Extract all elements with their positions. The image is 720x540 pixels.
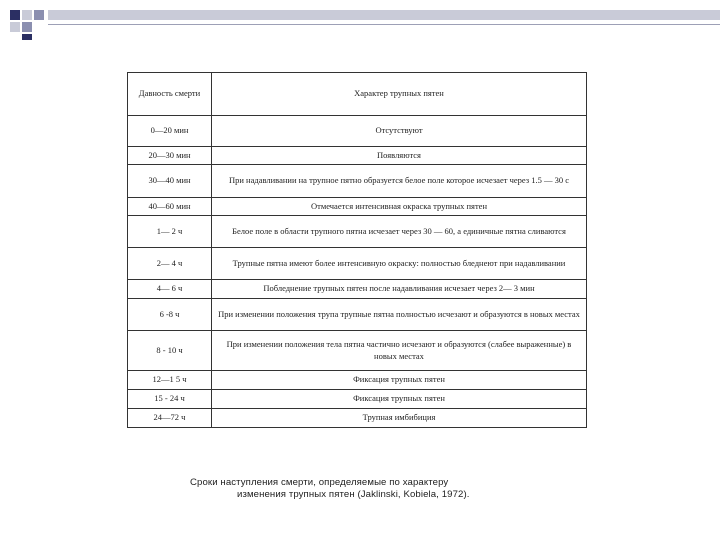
description-cell: При изменении положения тела пятна частично исчезают и образуются (слабее выраженные) в новых местах <box>212 331 587 371</box>
caption-line-2: изменения трупных пятен (Jaklinski, Kobiela, 1972). <box>237 489 470 501</box>
deco-top-line <box>48 24 720 25</box>
postmortem-lividity-table <box>127 72 587 428</box>
slide-decoration <box>0 0 720 40</box>
table-row <box>128 116 587 147</box>
time-cell: 20—30 мин <box>128 147 212 165</box>
time-cell: 6 -8 ч <box>128 299 212 331</box>
deco-square-dark <box>22 34 32 40</box>
header-time-since-death: Давность смерти <box>128 73 212 116</box>
caption-line-1: Сроки наступления смерти, определяемые по характеру <box>190 477 449 488</box>
time-cell: 15 - 24 ч <box>128 390 212 409</box>
time-cell: 24—72 ч <box>128 409 212 428</box>
table-row <box>128 371 587 390</box>
time-cell: 8 - 10 ч <box>128 331 212 371</box>
table-header-row <box>128 73 587 116</box>
deco-square-mid <box>22 22 32 32</box>
description-cell: Отмечается интенсивная окраска трупных пятен <box>212 198 587 216</box>
table-row <box>128 147 587 165</box>
description-cell: Белое поле в области трупного пятна исчезает через 30 — 60, а единичные пятна сливаются <box>212 216 587 248</box>
time-cell: 4— 6 ч <box>128 280 212 299</box>
table-row <box>128 165 587 198</box>
deco-square-mid <box>34 10 44 20</box>
table-row <box>128 216 587 248</box>
description-cell: При изменении положения трупа трупные пятна полностью исчезают и образуются в новых местах <box>212 299 587 331</box>
table-row <box>128 331 587 371</box>
description-cell: Отсутствуют <box>212 116 587 147</box>
deco-square-dark <box>10 10 20 20</box>
table-caption <box>140 477 580 502</box>
deco-top-bar <box>48 10 720 20</box>
description-cell: Появляются <box>212 147 587 165</box>
deco-square-light <box>22 10 32 20</box>
table-row <box>128 299 587 331</box>
time-cell: 12—1 5 ч <box>128 371 212 390</box>
description-cell: Фиксация трупных пятен <box>212 390 587 409</box>
time-cell: 40—60 мин <box>128 198 212 216</box>
time-cell: 30—40 мин <box>128 165 212 198</box>
table-row <box>128 280 587 299</box>
table-row <box>128 198 587 216</box>
header-lividity-character: Характер трупных пятен <box>212 73 587 116</box>
description-cell: Побледнение трупных пятен после надавливания исчезает через 2— 3 мин <box>212 280 587 299</box>
table-row <box>128 390 587 409</box>
table-row <box>128 409 587 428</box>
deco-square-light <box>10 22 20 32</box>
description-cell: Трупная имбибиция <box>212 409 587 428</box>
description-cell: Фиксация трупных пятен <box>212 371 587 390</box>
description-cell: При надавливании на трупное пятно образуется белое поле которое исчезает через 1.5 — 30 с <box>212 165 587 198</box>
time-cell: 1— 2 ч <box>128 216 212 248</box>
time-cell: 0—20 мин <box>128 116 212 147</box>
description-cell: Трупные пятна имеют более интенсивную окраску: полностью бледнеют при надавливании <box>212 248 587 280</box>
table-row <box>128 248 587 280</box>
time-cell: 2— 4 ч <box>128 248 212 280</box>
